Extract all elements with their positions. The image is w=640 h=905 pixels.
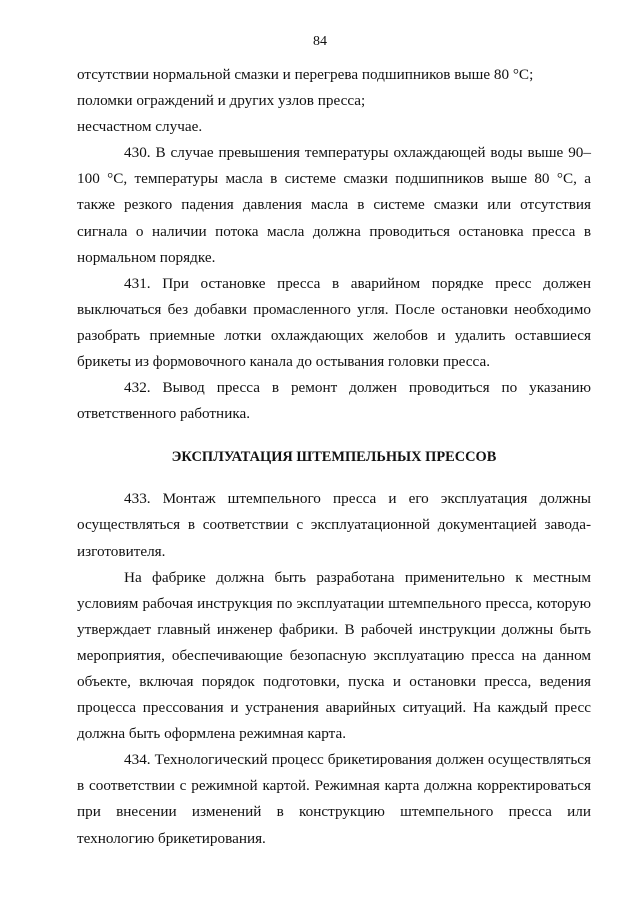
page-number: 84 (313, 34, 327, 49)
paragraph-433: 433. Монтаж штемпельного пресса и его эксплуатация должны осуществляться в соответствии с эксплуатационной документацией завода-изготовителя. (77, 490, 591, 560)
paragraph-434: 434. Технологический процесс брикетирования должен осуществляться в соответствии с режимной картой. Режимная карта должна корректироваться при внесении изменений в конструкцию штемпельного пресса или технологию брикетирования. (77, 751, 591, 847)
list-item-accident: несчастном случае. (77, 118, 203, 136)
paragraph-430: 430. В случае превышения температуры охлаждающей воды выше 90–100 °С, температуры масла в системе смазки подшипников выше 80 °С, а также резкого падения давления масла в системе смазки или отсутствия сигнала о наличии потока масла должна проводиться остановка пресса в нормальном порядке. (77, 144, 591, 266)
document-body (77, 62, 591, 852)
paragraph-432: 432. Вывод пресса в ремонт должен проводиться по указанию ответственного работника. (77, 379, 591, 423)
list-item-lubrication: отсутствии нормальной смазки и перегрева подшипников выше 80 °С; (77, 66, 534, 83)
list-item-guards: поломки ограждений и других узлов пресса; (77, 92, 366, 110)
paragraph-work-instruction: На фабрике должна быть разработана применительно к местным условиям рабочая инструкция по эксплуатации штемпельного пресса, которую утверждает главный инженер фабрики. В рабочей инструкции должны быть мероприятия, обеспечивающие безопасную эксплуатацию пресса на данном объекте, включая порядок подготовки, пуска и остановки пресса, ведения процесса прессования и устранения аварийных ситуаций. На каждый пресс должна быть оформлена режимная карта. (77, 568, 591, 743)
section-heading: ЭКСПЛУАТАЦИЯ ШТЕМПЕЛЬНЫХ ПРЕССОВ (171, 449, 497, 466)
paragraph-431: 431. При остановке пресса в аварийном порядке пресс должен выключаться без добавки промасленного угля. После остановки необходимо разобрать приемные лотки охлаждающих желобов и удалить оставшиеся брикеты из формовочного канала до остывания головки пресса. (77, 274, 591, 371)
